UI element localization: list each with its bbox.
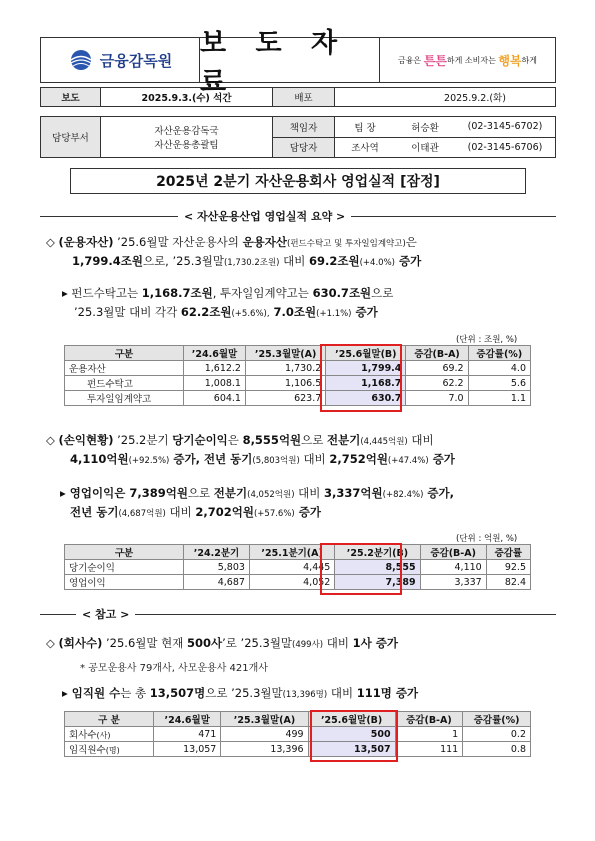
table-cell: 7,389 [335, 575, 420, 590]
table-cell: 499 [221, 727, 308, 742]
contact-row-0 [273, 117, 555, 138]
summary-heading: < 자산운용산업 영업실적 요약 > [178, 208, 351, 224]
table-header-row [65, 545, 531, 560]
table1-assets [64, 345, 531, 406]
release-row [40, 87, 556, 107]
table-cell: 운용자산 [65, 361, 184, 376]
department-line1: 자산운용감독국 [154, 126, 219, 137]
distribution-date: 2025.9.2.(화) [444, 93, 506, 104]
table-cell: 0.2 [463, 727, 531, 742]
table-header: 구분 [65, 545, 184, 560]
table2-income [64, 544, 531, 590]
contact-block [40, 116, 556, 158]
section1-bullet-line2: ’25.3월말 대비 각각 62.2조원(+5.6%), 7.0조원(+1.1%) 증가 [74, 305, 378, 319]
contact-role: 담당자 [273, 138, 335, 158]
table-header: ’24.6월말 [154, 712, 221, 727]
table-cell: 1.1 [468, 391, 530, 406]
table-header: 증감률 [486, 545, 530, 560]
table-header: ’25.1분기(A) [249, 545, 334, 560]
table-header: ’25.6월말(B) [326, 346, 406, 361]
table-cell: 당기순이익 [65, 560, 184, 575]
table-cell: 1,008.1 [184, 376, 246, 391]
table-row [65, 742, 531, 757]
table-header: ’25.6월말(B) [308, 712, 395, 727]
table2-unit: (단위 : 억원, %) [456, 534, 518, 544]
table-cell: 4,687 [184, 575, 250, 590]
table-cell: 투자일임계약고 [65, 391, 184, 406]
section2-bullet-line2: 전년 동기(4,687억원) 대비 2,702억원(+57.6%) 증가 [70, 505, 321, 519]
table-cell: 펀드수탁고 [65, 376, 184, 391]
table-header-row [65, 346, 531, 361]
table-row [65, 361, 531, 376]
table-header: ’24.2분기 [184, 545, 250, 560]
section3-line1: ◇ (회사수) ’25.6월말 현재 500사’로 ’25.3월말(499사) 대비 1사 증가 [46, 636, 398, 650]
table-cell: 111 [395, 742, 463, 757]
table-cell: 630.7 [326, 391, 406, 406]
slogan-word2: 행복 [498, 53, 522, 68]
table-cell: 4,052 [249, 575, 334, 590]
contact-title: 조사역 [351, 143, 379, 155]
section2-bullet-line1: ▸ 영업이익은 7,389억원으로 전분기(4,052억원) 대비 3,337억원(+82.4%) 증가, [60, 486, 454, 500]
section3-bullet-line1: ▸ 임직원 수는 총 13,507명으로 ’25.3월말(13,396명) 대비 111명 증가 [62, 686, 419, 700]
contact-name: 이태관 [411, 143, 439, 155]
contact-role: 책임자 [273, 117, 335, 137]
table-row [65, 376, 531, 391]
distribution-label: 배포 [273, 88, 335, 106]
table-cell: 8,555 [335, 560, 420, 575]
table-cell: 500 [308, 727, 395, 742]
department-line2: 자산운용총괄팀 [154, 140, 219, 151]
table-header: 증감(B-A) [395, 712, 463, 727]
table-cell: 13,057 [154, 742, 221, 757]
table3-companies [64, 711, 531, 757]
table-row [65, 575, 531, 590]
table1-unit: (단위 : 조원, %) [456, 335, 518, 345]
contact-title: 팀 장 [354, 122, 376, 134]
table-cell: 92.5 [486, 560, 530, 575]
table-cell: 0.8 [463, 742, 531, 757]
contact-name: 허승환 [411, 122, 439, 134]
section2-line2: 4,110억원(+92.5%) 증가, 전년 동기(5,803억원) 대비 2,752억원(+47.4%) 증가 [70, 452, 455, 466]
table-header-row [65, 712, 531, 727]
table-header: 구분 [65, 346, 184, 361]
slogan [380, 38, 555, 82]
table-cell: 1 [395, 727, 463, 742]
press-release-title: 보 도 자 료 [200, 38, 380, 82]
table-header: 증감률(%) [468, 346, 530, 361]
section1-bullet-line1: ▸ 펀드수탁고는 1,168.7조원, 투자일임계약고는 630.7조원으로 [62, 286, 394, 300]
table-cell: 4.0 [468, 361, 530, 376]
slogan-mid: 하게 소비자는 [446, 55, 496, 65]
table-cell: 1,730.2 [245, 361, 325, 376]
table-cell: 13,396 [221, 742, 308, 757]
table-cell: 4,110 [420, 560, 486, 575]
table-cell: 3,337 [420, 575, 486, 590]
table-header: ’24.6월말 [184, 346, 246, 361]
table-header: ’25.3월말(A) [245, 346, 325, 361]
table-cell: 4,445 [249, 560, 334, 575]
section1-line1: ◇ (운용자산) ’25.6월말 자산운용사의 운용자산(펀드수탁고 및 투자일임계약고)은 [46, 235, 417, 249]
table-cell: 1,799.4 [326, 361, 406, 376]
table-cell: 5,803 [184, 560, 250, 575]
section3-note: * 공모운용사 79개사, 사모운용사 421개사 [80, 663, 268, 674]
table-cell: 1,106.5 [245, 376, 325, 391]
table-cell: 604.1 [184, 391, 246, 406]
table-cell: 5.6 [468, 376, 530, 391]
release-date: 2025.9.3.(수) 석간 [101, 88, 273, 106]
table-row [65, 727, 531, 742]
contact-phone: (02-3145-6702) [467, 121, 543, 133]
slogan-pre: 금융은 [397, 55, 422, 65]
reference-heading: < 참고 > [76, 606, 135, 622]
press-header [40, 28, 556, 98]
contact-phone: (02-3145-6706) [467, 141, 543, 153]
table-cell: 623.7 [245, 391, 325, 406]
contact-row-1 [273, 138, 555, 158]
table-header: 증감률(%) [463, 712, 531, 727]
section2-line1: ◇ (손익현황) ’25.2분기 당기순이익은 8,555억원으로 전분기(4,445억원) 대비 [46, 433, 434, 447]
table-row [65, 560, 531, 575]
table-cell: 1,612.2 [184, 361, 246, 376]
main-title: 2025년 2분기 자산운용회사 영업실적 [잠정] [70, 168, 526, 194]
table-header: 증감(B-A) [406, 346, 468, 361]
contact-persons [273, 117, 555, 157]
slogan-post: 하게 [521, 55, 538, 65]
table-header: 구 분 [65, 712, 154, 727]
table-cell: 82.4 [486, 575, 530, 590]
table-cell: 7.0 [406, 391, 468, 406]
agency-name: 금융감독원 [99, 51, 173, 70]
table-row [65, 391, 531, 406]
department-names [101, 117, 273, 157]
table-cell: 69.2 [406, 361, 468, 376]
table-cell: 임직원수(명) [65, 742, 154, 757]
table-header: 증감(B-A) [420, 545, 486, 560]
table-cell: 62.2 [406, 376, 468, 391]
release-label: 보도 [41, 88, 101, 106]
section1-line2: 1,799.4조원으로, ’25.3월말(1,730.2조원) 대비 69.2조원(+4.0%) 증가 [72, 254, 422, 268]
fss-logo-icon [68, 49, 94, 71]
table-header: ’25.2분기(B) [335, 545, 420, 560]
table-cell: 13,507 [308, 742, 395, 757]
slogan-word1: 튼튼 [423, 53, 447, 68]
table-cell: 471 [154, 727, 221, 742]
department-label: 담당부서 [41, 117, 101, 157]
table-cell: 1,168.7 [326, 376, 406, 391]
table-header: ’25.3월말(A) [221, 712, 308, 727]
table-cell: 회사수(사) [65, 727, 154, 742]
table-cell: 영업이익 [65, 575, 184, 590]
agency-logo [41, 38, 200, 82]
